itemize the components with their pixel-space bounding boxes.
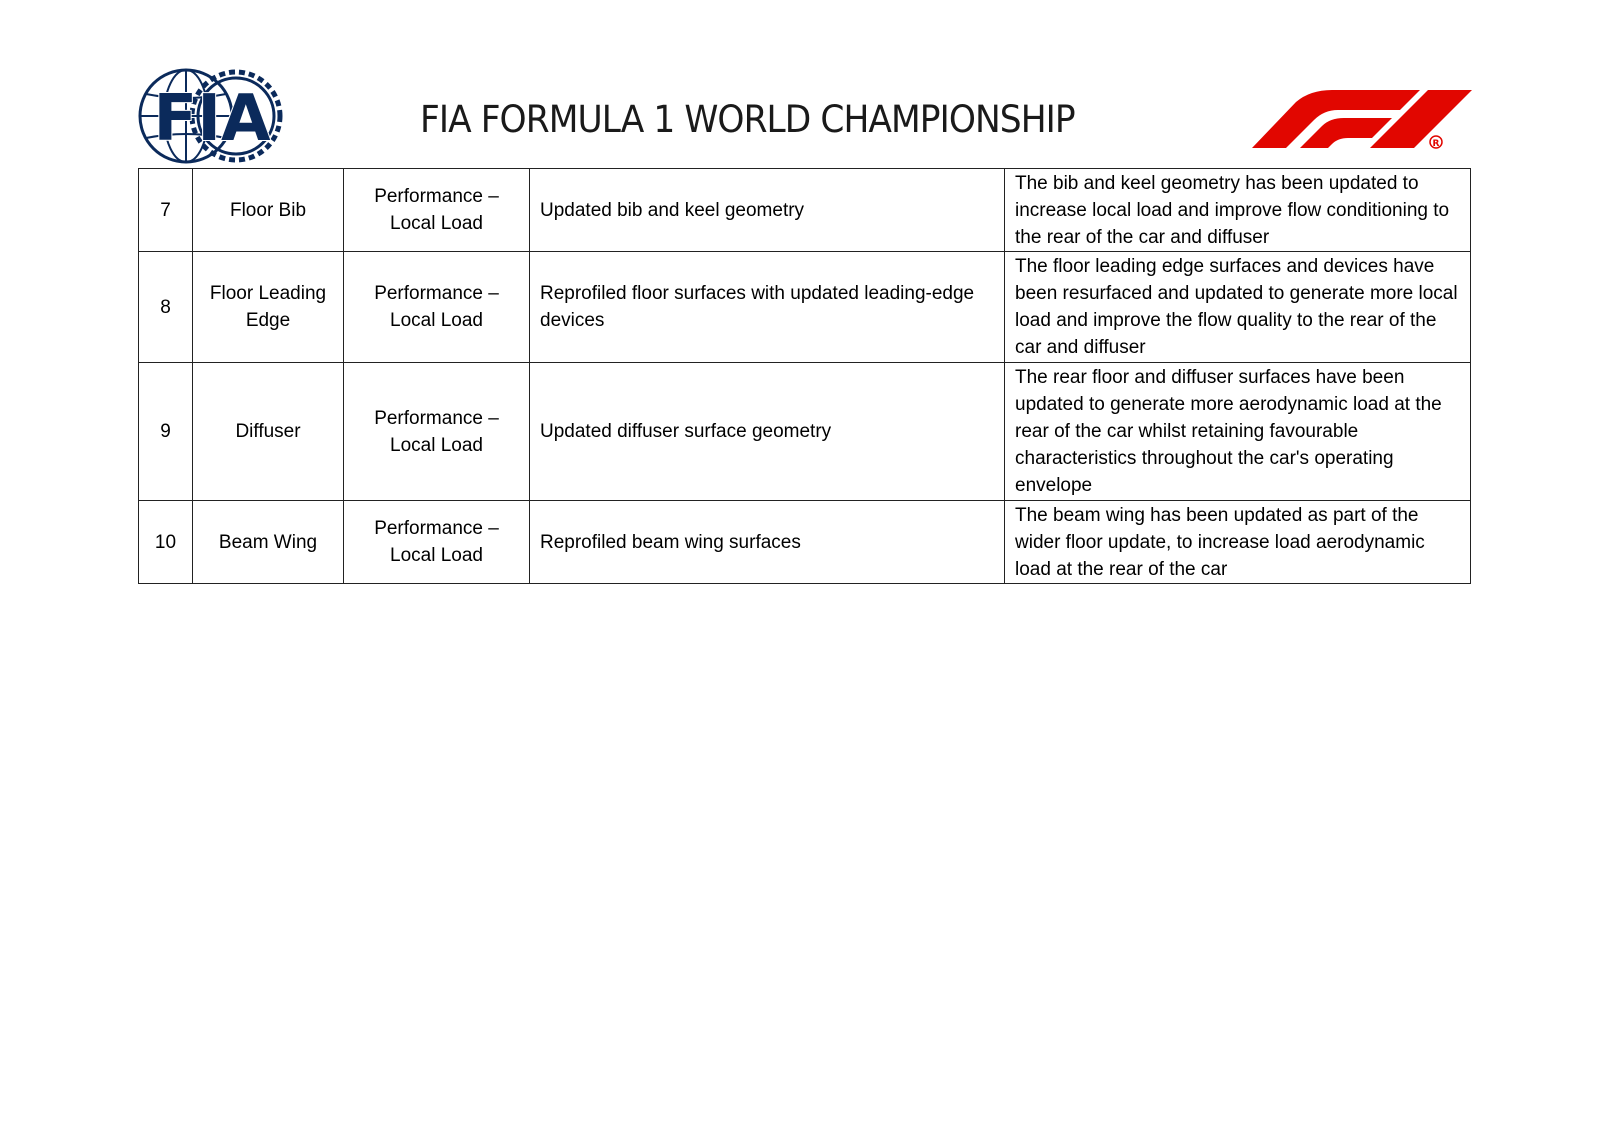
update-description: Reprofiled beam wing surfaces	[530, 501, 1005, 584]
update-category: Performance – Local Load	[344, 169, 530, 252]
row-number: 7	[139, 169, 193, 252]
table-row	[139, 363, 1471, 501]
f1-logo	[1252, 88, 1472, 150]
row-number: 10	[139, 501, 193, 584]
component-name: Floor Leading Edge	[193, 252, 344, 363]
updates-table	[138, 168, 1471, 584]
update-category: Performance – Local Load	[344, 363, 530, 501]
update-explanation: The rear floor and diffuser surfaces have been updated to generate more aerodynamic load at the rear of the car whilst retaining favourable characteristics throughout the car's operating envelope	[1005, 363, 1471, 501]
page-header	[0, 0, 1600, 170]
update-explanation: The floor leading edge surfaces and devices have been resurfaced and updated to generate more local load and improve the flow quality to the rear of the car and diffuser	[1005, 252, 1471, 363]
svg-text:FIA: FIA	[153, 82, 271, 156]
component-name: Floor Bib	[193, 169, 344, 252]
update-category: Performance – Local Load	[344, 252, 530, 363]
page-title: FIA FORMULA 1 WORLD CHAMPIONSHIP	[420, 98, 1075, 141]
component-name: Diffuser	[193, 363, 344, 501]
row-number: 8	[139, 252, 193, 363]
update-description: Reprofiled floor surfaces with updated leading-edge devices	[530, 252, 1005, 363]
update-explanation: The beam wing has been updated as part of the wider floor update, to increase load aerodynamic load at the rear of the car	[1005, 501, 1471, 584]
table-row	[139, 252, 1471, 363]
table-row	[139, 501, 1471, 584]
row-number: 9	[139, 363, 193, 501]
update-description: Updated bib and keel geometry	[530, 169, 1005, 252]
update-description: Updated diffuser surface geometry	[530, 363, 1005, 501]
update-category: Performance – Local Load	[344, 501, 530, 584]
svg-text:R: R	[1432, 139, 1440, 149]
component-name: Beam Wing	[193, 501, 344, 584]
table-row	[139, 169, 1471, 252]
update-explanation: The bib and keel geometry has been updated to increase local load and improve flow conditioning to the rear of the car and diffuser	[1005, 169, 1471, 252]
fia-logo	[138, 66, 286, 170]
